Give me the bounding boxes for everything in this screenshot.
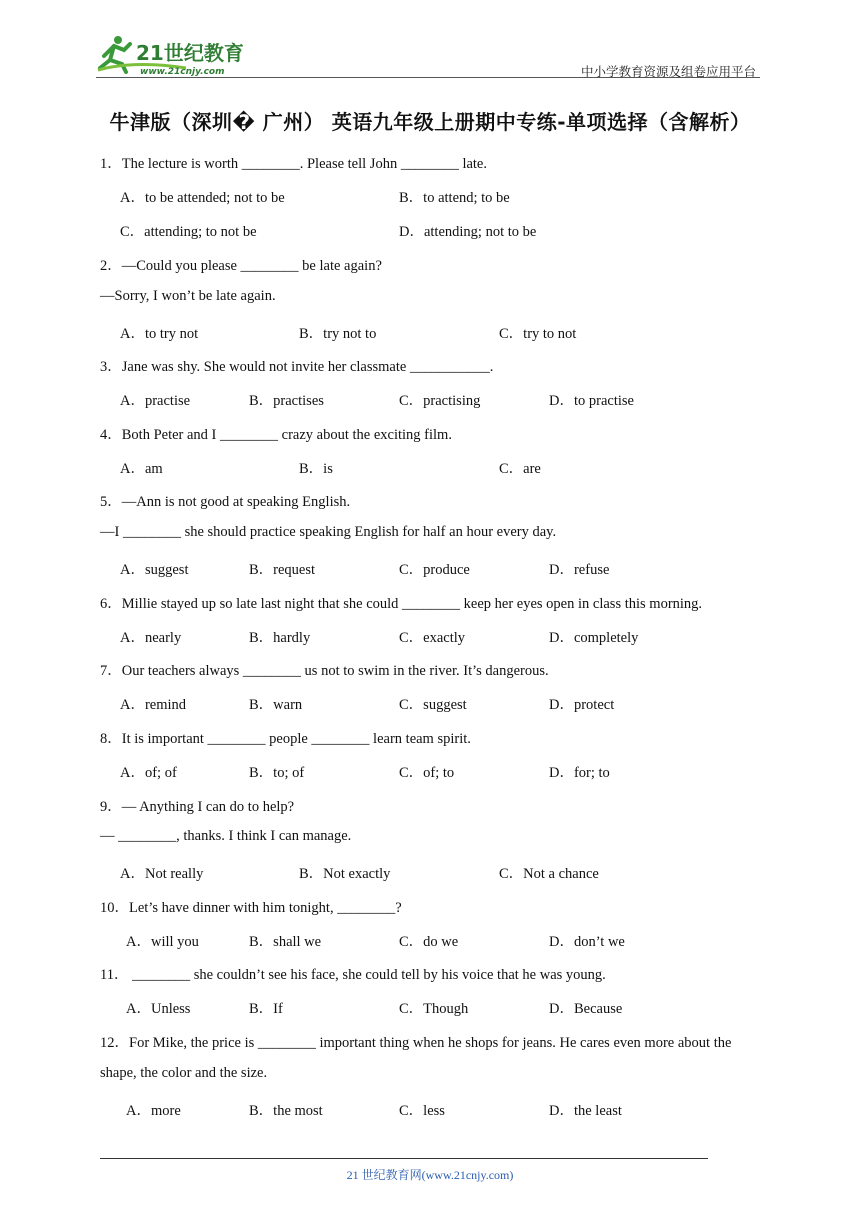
option-b: B．to; of: [249, 765, 305, 781]
option-c: C．exactly: [399, 630, 466, 646]
page-header: [96, 30, 760, 78]
option-b: B．to attend; to be: [399, 190, 510, 206]
option-a: A．suggest: [120, 562, 189, 578]
option-c: C．try to not: [499, 326, 577, 342]
runner-logo-icon: [96, 34, 266, 76]
option-c: C．practising: [399, 393, 481, 409]
option-b: B．request: [249, 562, 316, 578]
question-text: shape, the color and the size.: [100, 1065, 268, 1081]
option-c: C．less: [399, 1103, 445, 1119]
question-text: 5．—Ann is not good at speaking English.: [100, 494, 351, 510]
logo-subtext: www.21cnjy.com: [140, 67, 225, 76]
logo: [96, 34, 266, 76]
question-text: 9．— Anything I can do to help?: [100, 799, 295, 815]
header-divider: [96, 77, 760, 78]
option-a: A．will you: [126, 934, 199, 950]
option-a: A．to try not: [120, 326, 199, 342]
option-d: D．Because: [549, 1001, 623, 1017]
question-text: —Sorry, I won’t be late again.: [100, 288, 276, 304]
option-a: A．to be attended; not to be: [120, 190, 285, 206]
option-c: C．Though: [399, 1001, 469, 1017]
question-text: 6．Millie stayed up so late last night that she could ________ keep her eyes open in class this morning.: [100, 596, 703, 612]
option-c: C．of; to: [399, 765, 455, 781]
page-title: 牛津版（深圳� 广州） 英语九年级上册期中专练-单项选择（含解析）: [109, 110, 751, 134]
question-text: 2．—Could you please ________ be late again?: [100, 258, 382, 274]
question-text: 10．Let’s have dinner with him tonight, ________?: [100, 900, 402, 916]
option-c: C．attending; to not be: [120, 224, 257, 240]
option-a: A．remind: [120, 697, 187, 713]
option-d: D．the least: [549, 1103, 622, 1119]
option-c: C．suggest: [399, 697, 467, 713]
question-text: 8．It is important ________ people ________ learn team spirit.: [100, 731, 471, 747]
option-a: A．practise: [120, 393, 191, 409]
footer-divider: [100, 1158, 708, 1159]
header-platform-text: 中小学教育资源及组卷应用平台: [580, 64, 756, 79]
option-c: C．produce: [399, 562, 470, 578]
question-text: 4．Both Peter and I ________ crazy about the exciting film.: [100, 427, 452, 443]
option-a: A．Unless: [126, 1001, 191, 1017]
question-text: — ________, thanks. I think I can manage.: [100, 828, 352, 844]
option-d: D．for; to: [549, 765, 610, 781]
option-a: A．Not really: [120, 866, 204, 882]
option-d: D．refuse: [549, 562, 610, 578]
option-d: D．to practise: [549, 393, 634, 409]
option-c: C．are: [499, 461, 541, 477]
question-text: 3．Jane was shy. She would not invite her classmate ___________.: [100, 359, 494, 375]
option-d: D．protect: [549, 697, 615, 713]
option-b: B．try not to: [299, 326, 377, 342]
question-text: 7．Our teachers always ________ us not to swim in the river. It’s dangerous.: [100, 663, 549, 679]
option-b: B．warn: [249, 697, 303, 713]
option-a: A．more: [126, 1103, 181, 1119]
option-b: B．practises: [249, 393, 324, 409]
option-b: B．shall we: [249, 934, 322, 950]
option-b: B．If: [249, 1001, 283, 1017]
logo-text: 21世纪教育: [136, 41, 244, 65]
option-a: A．of; of: [120, 765, 177, 781]
option-b: B．hardly: [249, 630, 311, 646]
option-b: B．is: [299, 461, 333, 477]
option-a: A．nearly: [120, 630, 182, 646]
question-text: 1．The lecture is worth ________. Please tell John ________ late.: [100, 156, 487, 172]
footer-text: 21 世纪教育网(www.21cnjy.com): [346, 1168, 514, 1182]
option-b: B．Not exactly: [299, 866, 391, 882]
question-text: 12．For Mike, the price is ________ important thing when he shops for jeans. He cares even more about the: [100, 1035, 732, 1051]
option-a: A．am: [120, 461, 163, 477]
option-c: C．Not a chance: [499, 866, 599, 882]
option-b: B．the most: [249, 1103, 323, 1119]
option-d: D．attending; not to be: [399, 224, 537, 240]
option-d: D．don’t we: [549, 934, 625, 950]
option-d: D．completely: [549, 630, 639, 646]
question-text: 11． ________ she couldn’t see his face, she could tell by his voice that he was young.: [100, 967, 606, 983]
question-text: —I ________ she should practice speaking English for half an hour every day.: [100, 524, 557, 540]
option-c: C．do we: [399, 934, 459, 950]
